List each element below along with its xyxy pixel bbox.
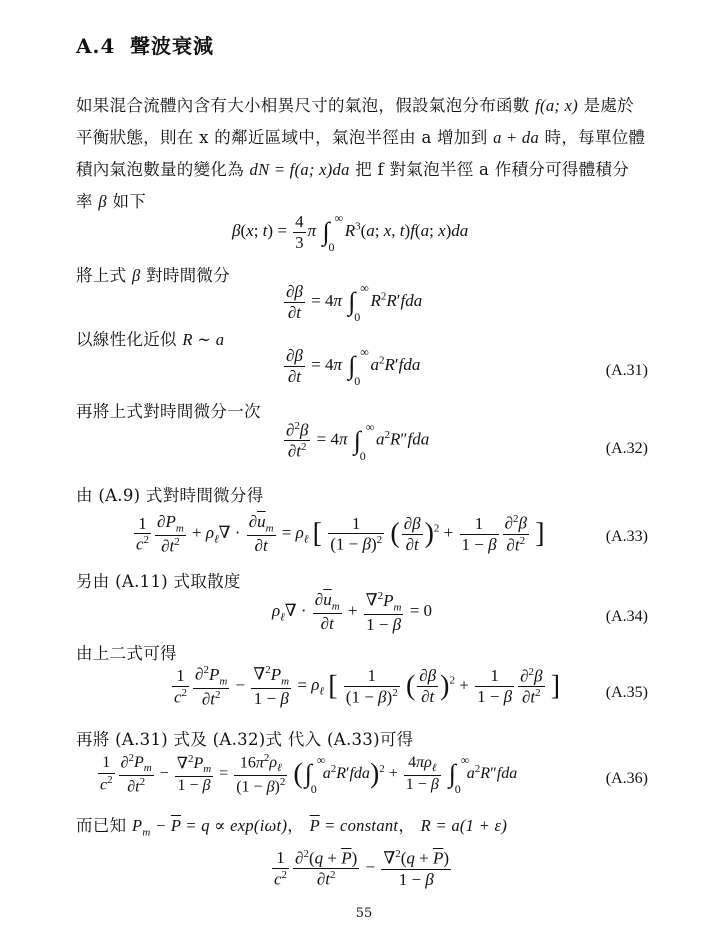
paragraph-line xyxy=(76,568,241,592)
text: ， xyxy=(287,816,305,835)
math-inline: $\overline{P}$ = constant xyxy=(309,816,399,835)
paragraph-line xyxy=(76,188,146,212)
paragraph-line xyxy=(76,398,261,422)
section-number: A.4 xyxy=(76,34,116,58)
text: 把 f 對氣泡半徑 a 作積分可得體積分 xyxy=(355,160,630,179)
equation-a35: $\frac{1}{c^2}$ $\frac{\partial^2P_m}{\partial t^2}$ − $\frac{\nabla^2P_m}{1 - \beta}$ = $\rho_\ell$ [ $\frac{1}{(1 - \beta)^2}$ ( $\frac{\partial\beta}{\partial t}$ )$^2$ + $\frac{1}{1 - \beta}$ $\frac{\partial^2\beta}{\partial t^2}$ ] xyxy=(174,664,561,709)
text: 將上式 xyxy=(76,266,127,285)
equation-number: (A.31) xyxy=(605,362,648,379)
text: 是處於 xyxy=(583,96,634,115)
math-inline: R = a(1 + ε) xyxy=(420,816,508,835)
text: 由 (A.9) 式對時間微分得 xyxy=(76,486,264,505)
equation-a32: $\frac{\partial^2\beta}{\partial t^2}$ = 4π ∫ ∞ 0 $a^2R''fda$ xyxy=(286,419,430,463)
equation-dbeta-dt: $\frac{\partial\beta}{\partial t}$ = 4π ∫ ∞ 0 $R^2R'fda$ xyxy=(286,281,423,325)
equation-partial: $\frac{1}{c^2}$ $\frac{\partial^2(q + \overline{P})}{\partial t^2}$ − $\frac{\nabla^2(q + \overline{P})}{1 - \beta}$ xyxy=(274,848,450,889)
equation-number: (A.35) xyxy=(605,684,648,701)
equation-number: (A.32) xyxy=(605,440,648,457)
equation-number: (A.36) xyxy=(605,770,648,787)
text: 再將 (A.31) 式及 (A.32)式 代入 (A.33)可得 xyxy=(76,730,414,749)
paragraph-line xyxy=(76,124,645,148)
math-inline: R ∼ a xyxy=(182,330,225,349)
paragraph-line xyxy=(76,482,264,506)
equation-beta: β(x; t) = $\frac{4}{3}$ π ∫ ∞ 0 $R^3(a$; x, t)f(a; x)da xyxy=(232,211,469,255)
text: 由上二式可得 xyxy=(76,644,177,663)
equation-number: (A.34) xyxy=(605,608,648,625)
equation-a33: $\frac{1}{c^2}$ $\frac{\partial P_m}{\partial t^2}$ + $\rho_\ell\nabla$ · $\frac{\partial\overline{u}_m}{\partial t}$ = $\rho_\ell$ [ $\frac{1}{(1 - \beta)^2}$ ( $\frac{\partial\beta}{\partial t}$ )$^2$ + $\frac{1}{1 - \beta}$ $\frac{\partial^2\beta}{\partial t^2}$ ] xyxy=(136,512,545,556)
equation-a31: $\frac{\partial\beta}{\partial t}$ = 4π ∫ ∞ 0 $a^2R'fda$ xyxy=(286,345,421,389)
paragraph-line xyxy=(76,326,224,350)
equation-number: (A.33) xyxy=(605,528,648,545)
math-inline: dN = f(a; x)da xyxy=(249,160,350,179)
paragraph-line xyxy=(76,640,177,664)
math-inline: β xyxy=(98,192,107,211)
text: 如下 xyxy=(112,192,147,211)
text: ， xyxy=(398,816,416,835)
math-inline: f(a; x) xyxy=(535,96,579,115)
text: 而已知 xyxy=(76,816,127,835)
math-inline: a + da xyxy=(493,128,540,147)
text: 平衡狀態，則在 x 的鄰近區域中，氣泡半徑由 a 增加到 xyxy=(76,128,488,147)
text: 時，每單位體 xyxy=(544,128,646,147)
paragraph-line xyxy=(76,726,413,750)
text: 再將上式對時間微分一次 xyxy=(76,402,261,421)
paragraph-line xyxy=(76,92,634,116)
text: 率 xyxy=(76,192,93,211)
page-number: 55 xyxy=(355,906,373,921)
text: 積內氣泡數量的變化為 xyxy=(76,160,244,179)
text: 另由 (A.11) 式取散度 xyxy=(76,572,241,591)
paragraph-line xyxy=(76,156,629,180)
text: 以線性化近似 xyxy=(76,330,177,349)
paragraph-line xyxy=(76,812,507,838)
math-inline: $P_m - \overline{P} = q \propto \exp(i\omega t)$ xyxy=(131,816,288,839)
math-inline: β xyxy=(131,266,141,285)
section-title: 聲波衰減 xyxy=(130,34,214,58)
text: 如果混合流體內含有大小相異尺寸的氣泡，假設氣泡分布函數 xyxy=(76,96,530,115)
equation-a34: $\rho_\ell\nabla$ · $\frac{\partial\overline{u}_m}{\partial t}$ + $\frac{\nabla^2P_m}{1 - \beta}$ = 0 xyxy=(272,590,433,634)
section-heading xyxy=(76,30,214,59)
text: 對時間微分 xyxy=(146,266,231,285)
equation-a36: $\frac{1}{c^2}$ $\frac{\partial^2P_m}{\partial t^2}$ − $\frac{\nabla^2P_m}{1 - \beta}$ = $\frac{16\pi^2\rho_\ell}{(1 - \beta)^2}$ (∫ ∞ 0 $a^2R'fda)^2$ + $\frac{4\pi\rho_\ell}{1 - \beta}$ ∫ ∞ 0 $a^2R''fda$ xyxy=(100,752,518,797)
paragraph-line xyxy=(76,262,230,286)
